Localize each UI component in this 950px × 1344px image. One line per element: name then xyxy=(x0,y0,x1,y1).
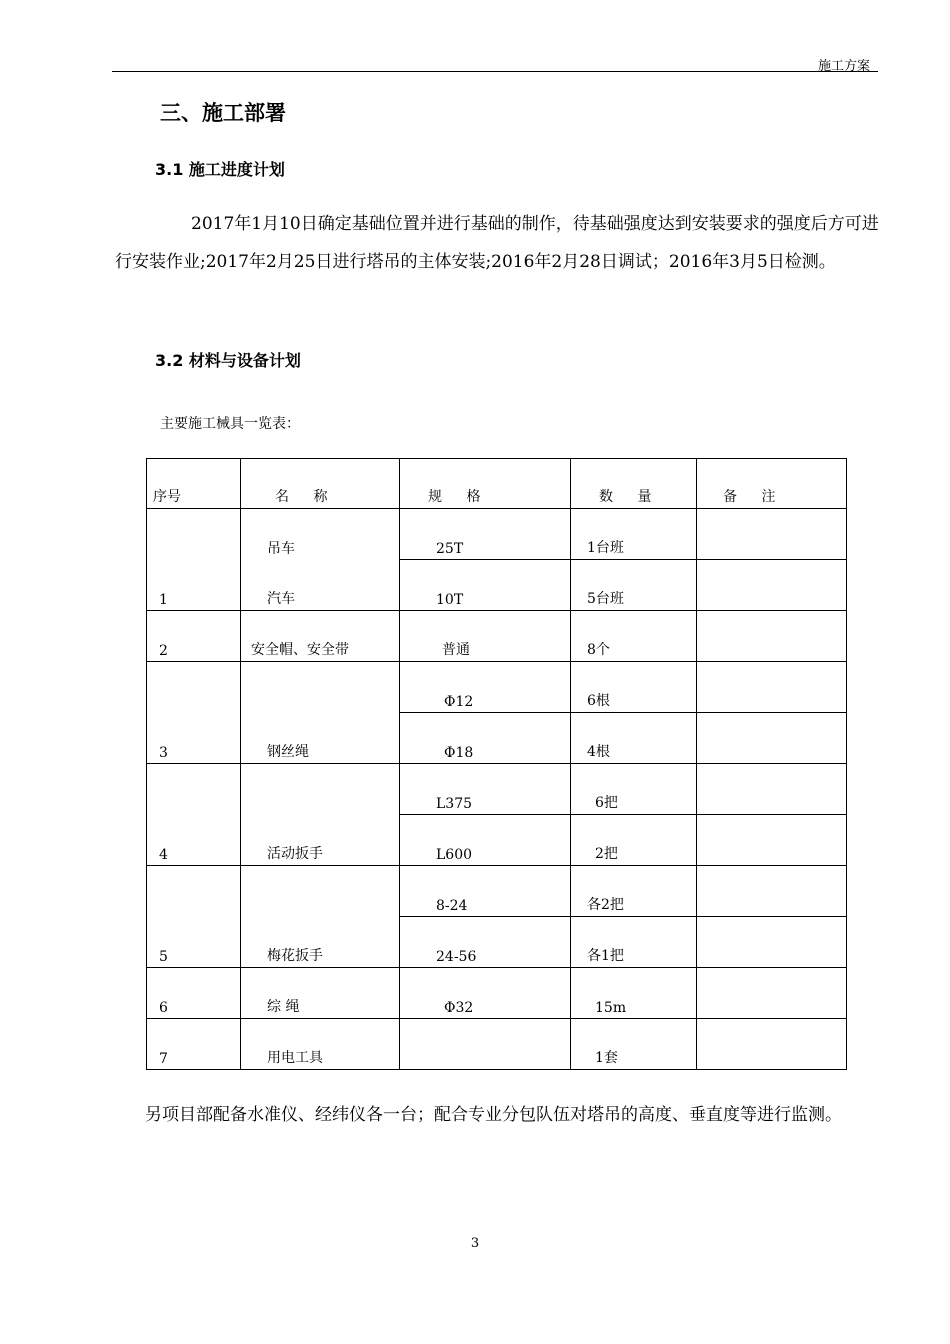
item-remark xyxy=(697,917,847,968)
item-remark xyxy=(697,815,847,866)
row-no: 3 xyxy=(147,662,241,764)
item-name: 钢丝绳 xyxy=(241,662,400,764)
item-remark xyxy=(697,713,847,764)
item-name: 吊车 xyxy=(241,509,400,560)
item-remark xyxy=(697,509,847,560)
table-header-row xyxy=(147,459,847,509)
table-row xyxy=(147,509,847,560)
item-qty: 6根 xyxy=(571,662,697,713)
item-spec: L600 xyxy=(400,815,571,866)
item-spec: L375 xyxy=(400,764,571,815)
header-rule xyxy=(112,71,878,72)
item-qty: 4根 xyxy=(571,713,697,764)
item-qty: 8个 xyxy=(571,611,697,662)
item-remark xyxy=(697,560,847,611)
item-spec xyxy=(400,1019,571,1070)
row-no: 1 xyxy=(147,509,241,611)
table-row xyxy=(147,968,847,1019)
item-qty: 2把 xyxy=(571,815,697,866)
item-name: 梅花扳手 xyxy=(241,866,400,968)
subsection-title-schedule: 3.1 施工进度计划 xyxy=(155,160,285,179)
item-spec: 24-56 xyxy=(400,917,571,968)
row-no: 4 xyxy=(147,764,241,866)
item-spec: Φ12 xyxy=(400,662,571,713)
item-spec: 8-24 xyxy=(400,866,571,917)
section-title: 三、施工部署 xyxy=(160,101,286,125)
subsection-title-materials: 3.2 材料与设备计划 xyxy=(155,351,301,370)
table-row xyxy=(147,662,847,713)
table-row xyxy=(147,1019,847,1070)
item-qty: 15m xyxy=(571,968,697,1019)
row-no: 6 xyxy=(147,968,241,1019)
item-name: 安全帽、安全带 xyxy=(241,611,400,662)
item-name: 活动扳手 xyxy=(241,764,400,866)
item-qty: 各1把 xyxy=(571,917,697,968)
table-row xyxy=(147,764,847,815)
header-spec: 规 格 xyxy=(400,459,571,509)
item-remark xyxy=(697,866,847,917)
table-row xyxy=(147,611,847,662)
equipment-table xyxy=(146,458,847,1070)
header-qty: 数 量 xyxy=(571,459,697,509)
item-spec: Φ32 xyxy=(400,968,571,1019)
item-name: 用电工具 xyxy=(241,1019,400,1070)
item-qty: 1台班 xyxy=(571,509,697,560)
item-qty: 1套 xyxy=(571,1019,697,1070)
row-no: 7 xyxy=(147,1019,241,1070)
schedule-paragraph: 2017年1月10日确定基础位置并进行基础的制作，待基础强度达到安装要求的强度后方可进行安装作业;2017年2月25日进行塔吊的主体安装;2016年2月28日调试；2016年3月5日检测。 xyxy=(115,214,879,272)
header-name: 名 称 xyxy=(241,459,400,509)
item-spec: 普通 xyxy=(400,611,571,662)
item-spec: 25T xyxy=(400,509,571,560)
row-no: 2 xyxy=(147,611,241,662)
row-no: 5 xyxy=(147,866,241,968)
page-number: 3 xyxy=(470,1236,480,1251)
item-remark xyxy=(697,764,847,815)
item-remark xyxy=(697,611,847,662)
item-qty: 6把 xyxy=(571,764,697,815)
item-spec: 10T xyxy=(400,560,571,611)
item-name: 综 绳 xyxy=(241,968,400,1019)
page-header: 施工方案 xyxy=(817,59,870,74)
item-remark xyxy=(697,968,847,1019)
item-remark xyxy=(697,1019,847,1070)
item-name: 汽车 xyxy=(241,560,400,611)
table-row xyxy=(147,560,847,611)
header-remark: 备 注 xyxy=(697,459,847,509)
header-no: 序号 xyxy=(147,459,241,509)
table-row xyxy=(147,866,847,917)
note-paragraph: 另项目部配备水准仪、经纬仪各一台；配合专业分包队伍对塔吊的高度、垂直度等进行监测。 xyxy=(145,1105,842,1125)
table-caption: 主要施工械具一览表： xyxy=(160,416,300,432)
item-qty: 5台班 xyxy=(571,560,697,611)
item-spec: Φ18 xyxy=(400,713,571,764)
item-remark xyxy=(697,662,847,713)
item-qty: 各2把 xyxy=(571,866,697,917)
